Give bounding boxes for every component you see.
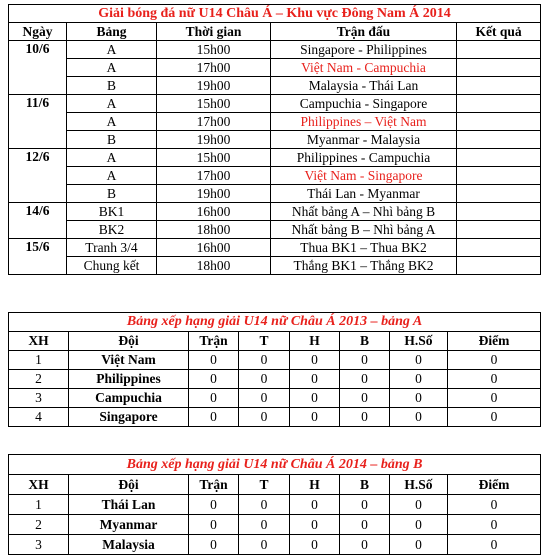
match-result	[457, 203, 541, 221]
match-teams: Nhất bảng B – Nhì bảng A	[271, 221, 457, 239]
team-cell: Thái Lan	[69, 495, 189, 515]
rank-cell: 3	[9, 389, 69, 408]
schedule-row	[9, 113, 541, 131]
stat-cell: 0	[340, 389, 390, 408]
match-result	[457, 167, 541, 185]
match-date: 10/6	[9, 41, 67, 95]
schedule-row	[9, 149, 541, 167]
match-teams: Philippines – Việt Nam	[271, 113, 457, 131]
schedule-row	[9, 221, 541, 239]
schedule-table	[8, 4, 541, 275]
standings-header: T	[239, 332, 290, 351]
stat-cell: 0	[340, 351, 390, 370]
match-group: A	[67, 167, 157, 185]
schedule-row	[9, 203, 541, 221]
standings-table-a	[8, 312, 541, 427]
stat-cell: 0	[448, 495, 541, 515]
match-time: 17h00	[157, 167, 271, 185]
stat-cell: 0	[189, 515, 239, 535]
match-teams: Thắng BK1 – Thắng BK2	[271, 257, 457, 275]
match-time: 15h00	[157, 41, 271, 59]
standings-row	[9, 351, 541, 370]
standings-a-title: Bảng xếp hạng giải U14 nữ Châu Á 2013 – bảng A	[9, 313, 541, 332]
stat-cell: 0	[390, 535, 448, 555]
match-time: 15h00	[157, 95, 271, 113]
stat-cell: 0	[239, 495, 290, 515]
standings-header: Điểm	[448, 475, 541, 495]
header-date: Ngày	[9, 23, 67, 41]
match-result	[457, 113, 541, 131]
schedule-row	[9, 257, 541, 275]
stat-cell: 0	[290, 535, 340, 555]
standings-header: B	[340, 332, 390, 351]
match-date: 12/6	[9, 149, 67, 203]
stat-cell: 0	[390, 351, 448, 370]
match-result	[457, 41, 541, 59]
match-teams: Thái Lan - Myanmar	[271, 185, 457, 203]
standings-row	[9, 408, 541, 427]
standings-header: XH	[9, 475, 69, 495]
match-time: 16h00	[157, 203, 271, 221]
match-result	[457, 239, 541, 257]
match-date: 11/6	[9, 95, 67, 149]
rank-cell: 2	[9, 370, 69, 389]
match-result	[457, 131, 541, 149]
match-time: 17h00	[157, 59, 271, 77]
match-result	[457, 221, 541, 239]
standings-row	[9, 495, 541, 515]
match-group: Tranh 3/4	[67, 239, 157, 257]
match-group: Chung kết	[67, 257, 157, 275]
rank-cell: 3	[9, 535, 69, 555]
stat-cell: 0	[340, 495, 390, 515]
match-group: B	[67, 77, 157, 95]
match-group: BK2	[67, 221, 157, 239]
match-group: B	[67, 131, 157, 149]
rank-cell: 2	[9, 515, 69, 535]
stat-cell: 0	[189, 351, 239, 370]
match-group: B	[67, 185, 157, 203]
standings-header: Đội	[69, 332, 189, 351]
team-cell: Việt Nam	[69, 351, 189, 370]
match-teams: Singapore - Philippines	[271, 41, 457, 59]
match-result	[457, 149, 541, 167]
standings-header: H	[290, 332, 340, 351]
schedule-row	[9, 77, 541, 95]
match-time: 18h00	[157, 221, 271, 239]
stat-cell: 0	[448, 408, 541, 427]
match-teams: Malaysia - Thái Lan	[271, 77, 457, 95]
match-date: 15/6	[9, 239, 67, 275]
rank-cell: 4	[9, 408, 69, 427]
schedule-row	[9, 131, 541, 149]
standings-header: H.Số	[390, 475, 448, 495]
match-teams: Việt Nam - Singapore	[271, 167, 457, 185]
match-group: BK1	[67, 203, 157, 221]
schedule-row	[9, 239, 541, 257]
match-teams: Campuchia - Singapore	[271, 95, 457, 113]
match-time: 16h00	[157, 239, 271, 257]
rank-cell: 1	[9, 351, 69, 370]
match-teams: Philippines - Campuchia	[271, 149, 457, 167]
match-group: A	[67, 95, 157, 113]
stat-cell: 0	[448, 351, 541, 370]
stat-cell: 0	[239, 408, 290, 427]
stat-cell: 0	[290, 408, 340, 427]
match-group: A	[67, 59, 157, 77]
team-cell: Myanmar	[69, 515, 189, 535]
match-group: A	[67, 113, 157, 131]
schedule-row	[9, 167, 541, 185]
match-time: 18h00	[157, 257, 271, 275]
stat-cell: 0	[290, 389, 340, 408]
stat-cell: 0	[448, 515, 541, 535]
match-result	[457, 185, 541, 203]
stat-cell: 0	[390, 495, 448, 515]
match-teams: Myanmar - Malaysia	[271, 131, 457, 149]
match-date: 14/6	[9, 203, 67, 239]
match-time: 19h00	[157, 131, 271, 149]
standings-row	[9, 389, 541, 408]
stat-cell: 0	[390, 389, 448, 408]
standings-header-row	[9, 475, 541, 495]
standings-header: XH	[9, 332, 69, 351]
standings-header: Trận	[189, 332, 239, 351]
header-match: Trận đấu	[271, 23, 457, 41]
stat-cell: 0	[189, 370, 239, 389]
stat-cell: 0	[189, 408, 239, 427]
match-time: 19h00	[157, 77, 271, 95]
standings-header: Trận	[189, 475, 239, 495]
standings-row	[9, 535, 541, 555]
match-group: A	[67, 41, 157, 59]
stat-cell: 0	[448, 535, 541, 555]
stat-cell: 0	[340, 515, 390, 535]
stat-cell: 0	[340, 370, 390, 389]
match-result	[457, 77, 541, 95]
stat-cell: 0	[340, 408, 390, 427]
stat-cell: 0	[189, 535, 239, 555]
stat-cell: 0	[239, 389, 290, 408]
schedule-title: Giải bóng đá nữ U14 Châu Á – Khu vực Đông Nam Á 2014	[9, 5, 541, 23]
standings-header: H.Số	[390, 332, 448, 351]
stat-cell: 0	[390, 408, 448, 427]
header-group: Bảng	[67, 23, 157, 41]
match-time: 15h00	[157, 149, 271, 167]
stat-cell: 0	[189, 389, 239, 408]
schedule-row	[9, 59, 541, 77]
match-result	[457, 257, 541, 275]
standings-table-b	[8, 454, 541, 555]
stat-cell: 0	[448, 389, 541, 408]
rank-cell: 1	[9, 495, 69, 515]
stat-cell: 0	[290, 351, 340, 370]
stat-cell: 0	[390, 370, 448, 389]
team-cell: Philippines	[69, 370, 189, 389]
match-result	[457, 59, 541, 77]
schedule-row	[9, 185, 541, 203]
standings-b-title: Bảng xếp hạng giải U14 nữ Châu Á 2014 – bảng B	[9, 455, 541, 475]
stat-cell: 0	[189, 495, 239, 515]
match-time: 19h00	[157, 185, 271, 203]
team-cell: Campuchia	[69, 389, 189, 408]
schedule-row	[9, 41, 541, 59]
standings-header: Điểm	[448, 332, 541, 351]
stat-cell: 0	[239, 535, 290, 555]
stat-cell: 0	[340, 535, 390, 555]
stat-cell: 0	[239, 370, 290, 389]
stat-cell: 0	[290, 370, 340, 389]
match-teams: Thua BK1 – Thua BK2	[271, 239, 457, 257]
standings-header: T	[239, 475, 290, 495]
match-teams: Nhất bảng A – Nhì bảng B	[271, 203, 457, 221]
stat-cell: 0	[448, 370, 541, 389]
header-time: Thời gian	[157, 23, 271, 41]
stat-cell: 0	[290, 515, 340, 535]
standings-header: B	[340, 475, 390, 495]
header-result: Kết quả	[457, 23, 541, 41]
standings-row	[9, 515, 541, 535]
stat-cell: 0	[290, 495, 340, 515]
match-time: 17h00	[157, 113, 271, 131]
stat-cell: 0	[390, 515, 448, 535]
team-cell: Singapore	[69, 408, 189, 427]
stat-cell: 0	[239, 515, 290, 535]
match-teams: Việt Nam - Campuchia	[271, 59, 457, 77]
team-cell: Malaysia	[69, 535, 189, 555]
standings-header: Đội	[69, 475, 189, 495]
standings-row	[9, 370, 541, 389]
match-group: A	[67, 149, 157, 167]
stat-cell: 0	[239, 351, 290, 370]
match-result	[457, 95, 541, 113]
standings-header: H	[290, 475, 340, 495]
schedule-row	[9, 95, 541, 113]
standings-header-row	[9, 332, 541, 351]
